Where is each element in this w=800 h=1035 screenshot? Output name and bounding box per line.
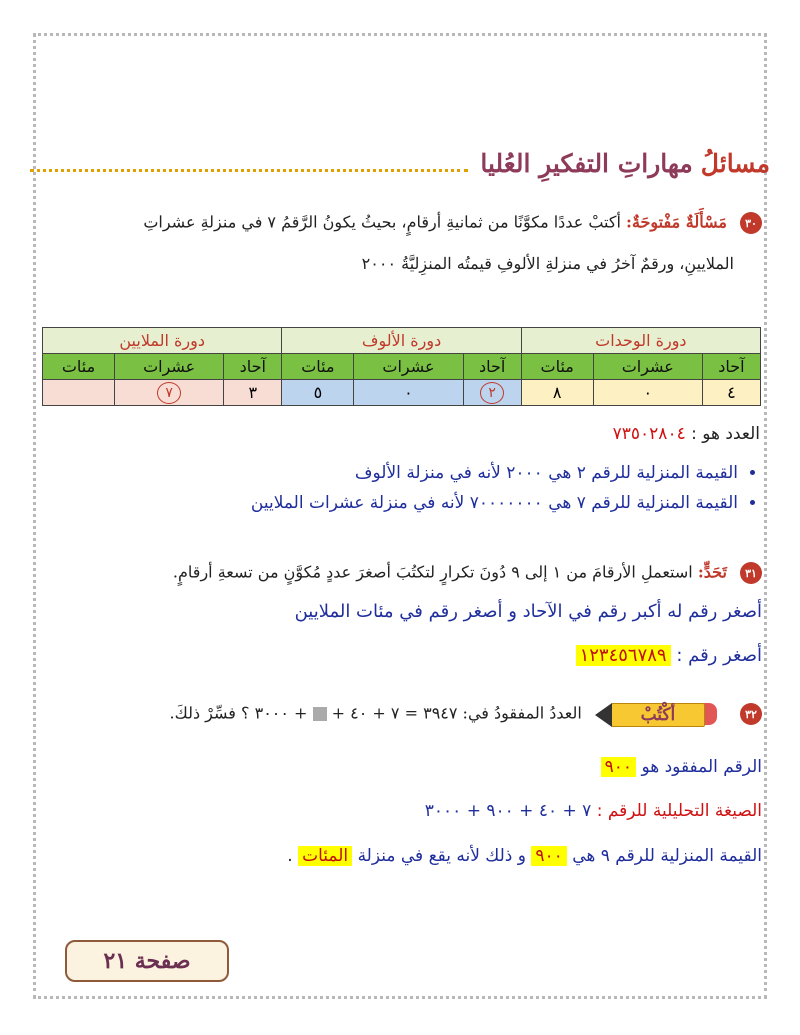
place-value-table [42, 327, 761, 406]
sub-header: عشرات [354, 354, 463, 380]
q30-text-line1: أكتبْ عددًا مكوَّنًا من ثمانيةِ أرقامٍ، بحيثُ يكونُ الرَّقمُ ٧ في منزلةِ عشراتِ [143, 212, 621, 232]
digit-cell: ٣ [224, 380, 282, 406]
digit-cell [115, 380, 224, 406]
sub-header: مئات [521, 354, 593, 380]
explanation-list [251, 458, 760, 518]
page-label-text: صفحة [134, 948, 191, 974]
q31-title: تَحَدٍّ: [697, 562, 727, 582]
q31-hint: أصغر رقم له أكبر رقم في الآحاد و أصغر رقم في مئات الملايين [294, 601, 762, 622]
explain-value: ٩٠٠ [531, 846, 566, 866]
page-number-label [65, 940, 229, 982]
pencil-label: أكْتُبْ [611, 703, 705, 727]
answer-number-line [613, 424, 760, 444]
digit-cell: ٠ [354, 380, 463, 406]
sub-header: عشرات [115, 354, 224, 380]
q32-text-b: + ٣٠٠٠ ؟ فسِّرْ ذلكَ. [169, 703, 308, 723]
q31-answer-label: أصغر رقم : [676, 645, 762, 666]
digit-cell: ٨ [521, 380, 593, 406]
pencil-tip [595, 703, 612, 727]
digit-cell [463, 380, 521, 406]
digit-cell: ٥ [282, 380, 354, 406]
q32-expanded-line [425, 801, 762, 821]
group-units: دورة الوحدات [521, 328, 760, 354]
sub-header: مئات [282, 354, 354, 380]
q31-line [173, 562, 762, 584]
q32-missing-line [601, 757, 762, 777]
blank-box [313, 707, 327, 721]
pencil-icon [593, 699, 721, 729]
digit-cell: ٠ [593, 380, 702, 406]
q31-answer-line [576, 645, 762, 666]
sub-header: عشرات [593, 354, 702, 380]
explain-a: القيمة المنزلية للرقم ٩ هي [572, 846, 762, 866]
page-number: ٢١ [103, 948, 128, 974]
q32-text-a: العددُ المفقودُ في: ٣٩٤٧ = ٧ + ٤٠ + [331, 703, 582, 723]
digit-cell: ٤ [702, 380, 760, 406]
digit-cell [43, 380, 115, 406]
table-digit-row [43, 380, 761, 406]
heading-part1: مسائلُ [700, 148, 770, 178]
q32-line [170, 699, 762, 729]
explain-end: . [287, 846, 293, 866]
q31-answer-value: ١٢٣٤٥٦٧٨٩ [576, 645, 671, 666]
explain-place: المئات [298, 846, 352, 866]
circled-digit: ٢ [480, 382, 504, 404]
group-millions: دورة الملايين [43, 328, 282, 354]
q31-number-badge: ٣١ [740, 562, 762, 584]
expanded-value: ٧ + ٤٠ + ٩٠٠ + ٣٠٠٠ [424, 801, 592, 821]
group-thousands: دورة الألوف [282, 328, 521, 354]
section-heading [30, 143, 770, 183]
heading-part2: مهاراتِ التفكيرِ العُليا [480, 148, 693, 178]
sub-header: آحاد [702, 354, 760, 380]
heading-dotted-line [30, 155, 468, 172]
explain-b: و ذلك لأنه يقع في منزلة [357, 846, 526, 866]
table-group-row [43, 328, 761, 354]
answer-label: العدد هو : [691, 424, 760, 444]
sub-header: آحاد [224, 354, 282, 380]
q32-number-badge: ٣٢ [740, 703, 762, 725]
missing-value: ٩٠٠ [601, 757, 636, 777]
sub-header: مئات [43, 354, 115, 380]
q31-text: استعملِ الأرقامَ من ١ إلى ٩ دُونَ تكرارٍ لتكتُبَ أصغرَ عددٍ مُكوَّنٍ من تسعةِ أرقامٍ. [172, 562, 693, 582]
table-subheader-row [43, 354, 761, 380]
q30-title: مَسْأَلَةٌ مَفْتوحَةٌ: [626, 212, 727, 232]
pencil-eraser [703, 703, 717, 725]
expanded-label: الصيغة التحليلية للرقم : [596, 801, 762, 821]
sub-header: آحاد [463, 354, 521, 380]
answer-value: ٧٣٥٠٢٨٠٤ [612, 424, 686, 444]
q30-text-line2: الملايينِ، ورقمٌ آخرُ في منزلةِ الألوفِ قيمتُه المنزِليَّةُ ٢٠٠٠ [361, 254, 734, 273]
list-item: • القيمة المنزلية للرقم ٢ هي ٢٠٠٠ لأنه في منزلة الألوف [251, 458, 738, 488]
q30-number-badge: ٣٠ [740, 212, 762, 234]
missing-label: الرقم المفقود هو [641, 757, 762, 777]
list-item: • القيمة المنزلية للرقم ٧ هي ٧٠٠٠٠٠٠٠ لأنه في منزلة عشرات الملايين [251, 488, 738, 518]
q32-explain-line [287, 846, 762, 866]
circled-digit: ٧ [157, 382, 181, 404]
q30-line1 [143, 212, 762, 234]
